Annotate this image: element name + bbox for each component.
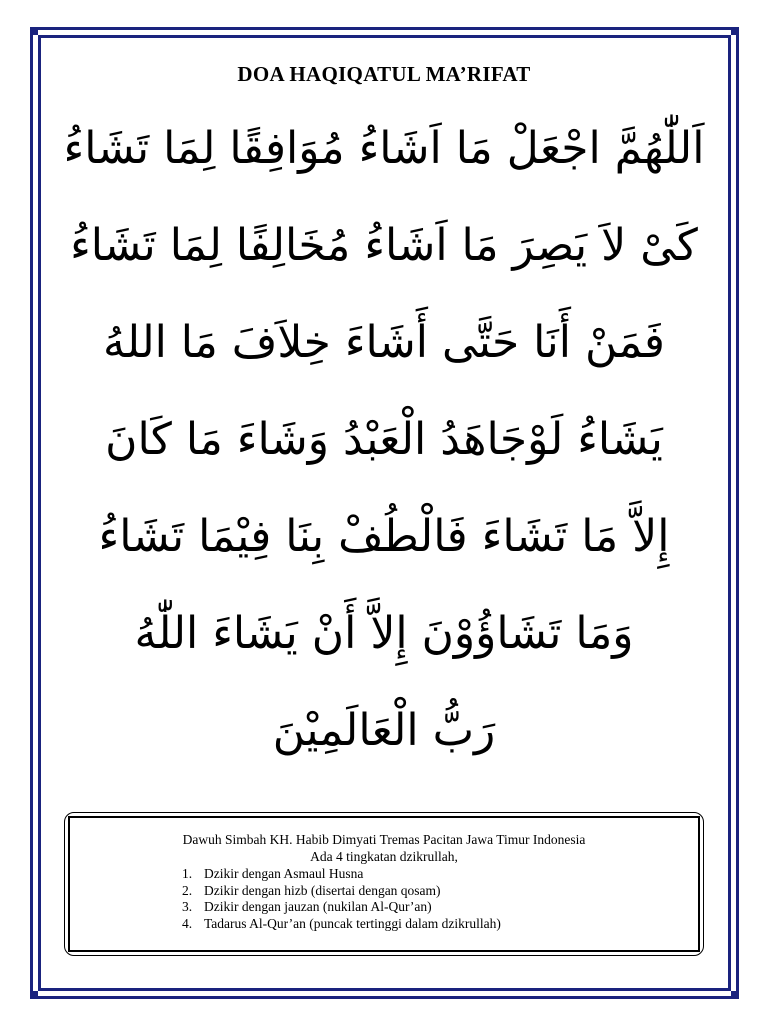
note-header <box>70 832 698 865</box>
list-item <box>182 899 501 916</box>
arabic-line: اَللّٰهُمَّ اجْعَلْ مَا اَشَاءُ مُوَافِقًا لِمَا تَشَاءُ <box>63 123 705 174</box>
arabic-prayer-text <box>60 100 708 779</box>
arabic-line: فَمَنْ أَنَا حَتَّى أَشَاءَ خِلاَفَ مَا اللهُ <box>103 317 665 368</box>
border-corner-bottom-right <box>731 991 739 999</box>
border-corner-top-right <box>731 27 739 35</box>
border-corner-bottom-left <box>30 991 38 999</box>
list-item-number: 4. <box>182 915 193 931</box>
arabic-line: رَبُّ الْعَالَمِيْنَ <box>272 705 496 756</box>
dzikir-levels-list <box>182 866 501 932</box>
list-item-text: Tadarus Al-Qur’an (puncak tertinggi dalam dzikrullah) <box>204 915 501 931</box>
arabic-line: كَىْ لاَ يَصِرَ مَا اَشَاءُ مُخَالِفًا لِمَا تَشَاءُ <box>70 220 698 271</box>
arabic-line: إِلاَّ مَا تَشَاءَ فَالْطُفْ بِنَا فِيْمَا تَشَاءُ <box>98 511 670 562</box>
arabic-line: يَشَاءُ لَوْجَاهَدُ الْعَبْدُ وَشَاءَ مَا كَانَ <box>105 414 663 465</box>
list-item-text: Dzikir dengan hizb (disertai dengan qosam) <box>204 882 441 898</box>
note-intro: Ada 4 tingkatan dzikrullah, <box>310 848 458 864</box>
list-item <box>182 916 501 933</box>
list-item <box>182 883 501 900</box>
arabic-line: وَمَا تَشَاؤُوْنَ إِلاَّ أَنْ يَشَاءَ اللّٰهُ <box>134 608 634 659</box>
list-item-text: Dzikir dengan jauzan (nukilan Al-Qur’an) <box>204 899 432 914</box>
list-item-number: 1. <box>182 866 193 881</box>
list-item <box>182 866 501 883</box>
note-attribution: Dawuh Simbah KH. Habib Dimyati Tremas Pacitan Jawa Timur Indonesia <box>182 832 586 847</box>
list-item-number: 3. <box>182 899 193 914</box>
page-title: DOA HAQIQATUL MA’RIFAT <box>237 62 531 86</box>
note-box <box>68 816 700 952</box>
border-corner-top-left <box>30 27 38 35</box>
list-item-number: 2. <box>182 882 193 898</box>
list-item-text: Dzikir dengan Asmaul Husna <box>204 866 364 881</box>
